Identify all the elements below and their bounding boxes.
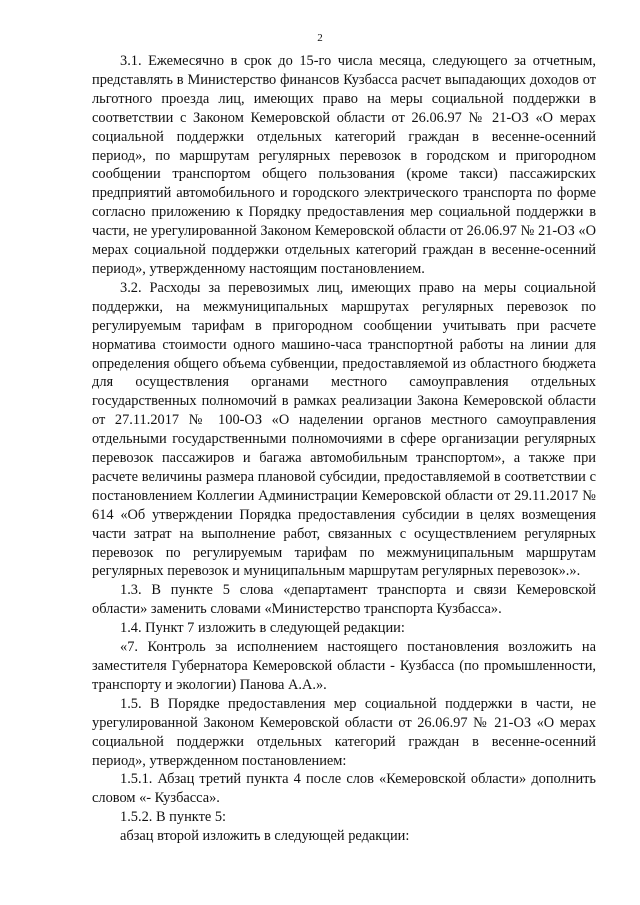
paragraph-3-1: 3.1. Ежемесячно в срок до 15-го числа месяца, следующего за отчетным, представлять в Министерство финансов Кузбасса расчет выпадающих доходов от льготного проезда лиц, имеющих право на меры социальной поддержки в соответствии с Законом Кемеровской области от 26.06.97 № 21-ОЗ «О мерах социальной поддержки отдельных категорий граждан в весенне-осенний период», по маршрутам регулярных перевозок в городском и пригородном сообщении транспортом общего пользования (кроме такси) пассажирских предприятий автомобильного и городского электрического транспорта по форме согласно приложению к Порядку предоставления мер социальной поддержки в части, не урегулированной Законом Кемеровской области от 26.06.97 № 21-ОЗ «О мерах социальной поддержки отдельных категорий граждан в весенне-осенний период», утвержденному настоящим постановлением. [92,53,596,277]
paragraph-1-3: 1.3. В пункте 5 слова «департамент транспорта и связи Кемеровской области» заменить словами «Министерство транспорта Кузбасса». [92,582,596,618]
document-body [92,52,596,846]
paragraph-1-5: 1.5. В Порядке предоставления мер социальной поддержки в части, не урегулированной Законом Кемеровской области от 26.06.97 № 21-ОЗ «О мерах социальной поддержки отдельных категорий граждан в весенне-осенний период», утвержденном постановлением: [92,695,596,769]
paragraph-1-5-1: 1.5.1. Абзац третий пункта 4 после слов «Кемеровской области» дополнить словом «- Кузбасса». [92,771,596,807]
paragraph-abzac-vtoroy: абзац второй изложить в следующей редакции: [120,828,410,845]
paragraph-3-2: 3.2. Расходы за перевозимых лиц, имеющих право на меры социальной поддержки, на межмуниципальных маршрутах регулярных перевозок по регулируемым тарифам в пригородном сообщении учитывать при расчете норматива стоимости одного машино-часа транспортной работы на линии для определения общего объема субвенции, предоставляемой из областного бюджета для осуществления органами местного самоуправления отдельных государственных полномочий в рамках реализации Закона Кемеровской области от 27.11.2017 № 100-ОЗ «О наделении органов местного самоуправления отдельными государственными полномочиями в сфере организации регулярных перевозок пассажиров и багажа автомобильным транспортом», а также при расчете величины размера плановой субсидии, предоставляемой в соответствии с постановлением Коллегии Администрации Кемеровской области от 29.11.2017 № 614 «Об утверждении Порядка предоставления субсидии в целях возмещения части затрат на выполнение работ, связанных с осуществлением регулярных перевозок по регулируемым тарифам по межмуниципальным маршрутам регулярных перевозок и муниципальным маршрутам регулярных перевозок».». [92,279,596,580]
paragraph-1-4: 1.4. Пункт 7 изложить в следующей редакции: [120,620,405,637]
paragraph-1-5-2: 1.5.2. В пункте 5: [120,809,227,826]
paragraph-quote-7: «7. Контроль за исполнением настоящего постановления возложить на заместителя Губернатора Кемеровской области - Кузбасса (по промышленности, транспорту и экологии) Панова А.А.». [92,639,596,693]
page-number: 2 [317,32,323,44]
